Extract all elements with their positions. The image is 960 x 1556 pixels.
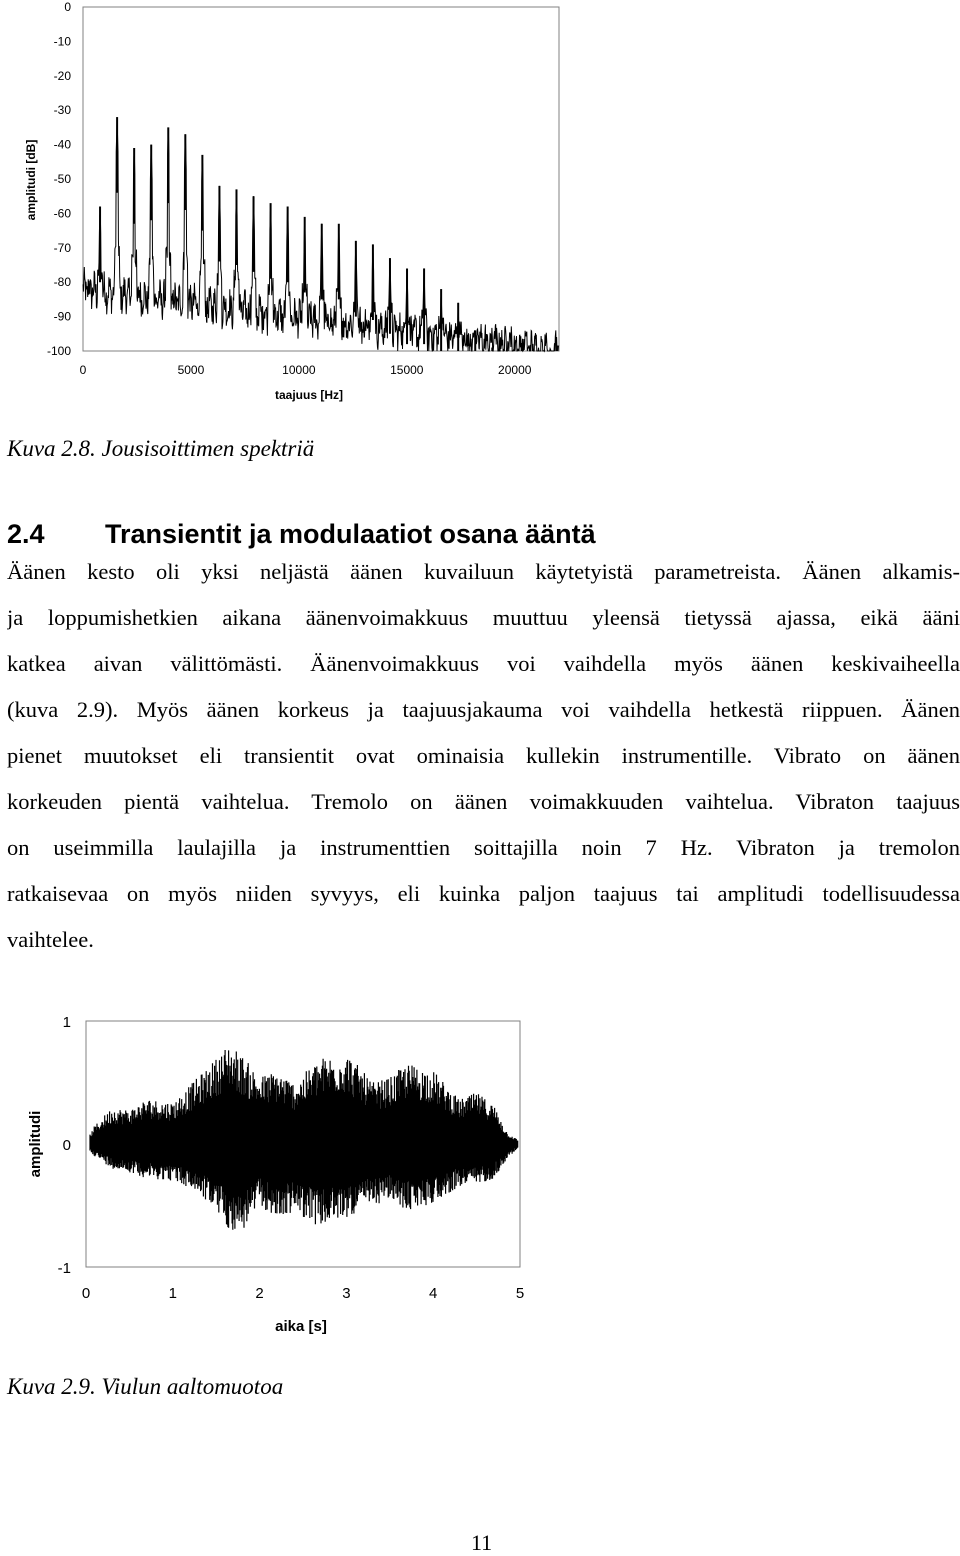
waveform-xtick-label: 2	[255, 1285, 264, 1302]
spectrum-ytick-label: -100	[46, 344, 71, 358]
paragraph-line: (kuva 2.9). Myös äänen korkeus ja taajuusjakauma voi vaihdella hetkestä riippuen. Äänen	[7, 697, 960, 722]
spectrum-xtick-label: 10000	[282, 363, 316, 377]
waveform-xtick-label: 1	[168, 1285, 177, 1302]
spectrum-xtick-label: 0	[79, 363, 87, 377]
spectrum-ytick-label: -20	[53, 68, 71, 83]
spectrum-ytick-label: -60	[53, 206, 71, 221]
spectrum-ytick-label: -10	[53, 34, 71, 49]
spectrum-ytick-label: -80	[53, 275, 71, 290]
paragraph-line: korkeuden pientä vaihtelua. Tremolo on äänen voimakkuuden vaihtelua. Vibraton taajuus	[7, 789, 960, 814]
paragraph-line: on useimmilla laulajilla ja instrumenttien soittajilla noin 7 Hz. Vibraton ja tremolon	[7, 835, 960, 860]
spectrum-xlabel: taajuus [Hz]	[274, 388, 344, 402]
spectrum-xtick-label: 5000	[177, 363, 205, 377]
waveform-xtick-label: 0	[81, 1285, 91, 1302]
figure-caption-waveform: Kuva 2.9. Viulun aaltomuotoa	[7, 1374, 284, 1399]
paragraph-line: ratkaisevaa on myös niiden syvyys, eli kuinka paljon taajuus tai amplitudi todellisuudessa	[7, 881, 960, 906]
section-number: 2.4	[7, 519, 45, 549]
spectrum-ytick-label: -50	[53, 172, 71, 186]
spectrum-ytick-label: -90	[53, 309, 71, 324]
paragraph-line: pienet muutokset eli transientit ovat ominaisia kullekin instrumentille. Vibrato on äänen	[7, 743, 960, 768]
spectrum-ytick-label: -40	[53, 137, 71, 152]
section-heading	[7, 519, 596, 550]
waveform-ylabel: amplitudi	[27, 1110, 44, 1178]
waveform-xtick-label: 4	[429, 1285, 438, 1302]
waveform-xtick-label: 3	[342, 1285, 351, 1302]
body-paragraph	[7, 549, 960, 963]
waveform-ytick-label: -1	[57, 1260, 71, 1277]
spectrum-ytick-label: 0	[64, 0, 71, 14]
waveform-signal	[90, 1050, 518, 1230]
paragraph-line: vaihtelee.	[7, 927, 94, 952]
spectrum-chart	[0, 0, 960, 410]
spectrum-xtick-label: 15000	[390, 363, 424, 377]
spectrum-ytick-label: -30	[53, 103, 71, 118]
waveform-xtick-label: 5	[515, 1285, 525, 1302]
paragraph-line: katkea aivan välittömästi. Äänenvoimakkuus voi vaihdella myös äänen keskivaiheella	[7, 651, 960, 676]
waveform-ytick-label: 0	[62, 1137, 71, 1154]
figure-caption-spectrum: Kuva 2.8. Jousisoittimen spektriä	[7, 436, 315, 461]
waveform-xlabel: aika [s]	[275, 1318, 327, 1335]
spectrum-ylabel: amplitudi [dB]	[24, 139, 38, 221]
spectrum-ytick-label: -70	[53, 240, 71, 255]
page-number: 11	[471, 1530, 493, 1555]
waveform-ytick-label: 1	[62, 1014, 71, 1031]
paragraph-line: ja loppumishetkien aikana äänenvoimakkuus muuttuu yleensä tietyssä ajassa, eikä ääni	[7, 605, 960, 630]
spectrum-xtick-label: 20000	[498, 363, 532, 377]
paragraph-line: Äänen kesto oli yksi neljästä äänen kuvailuun käytetyistä parametreista. Äänen alkamis-	[7, 559, 960, 584]
waveform-chart	[0, 1000, 960, 1340]
section-title: Transientit ja modulaatiot osana ääntä	[105, 519, 596, 549]
